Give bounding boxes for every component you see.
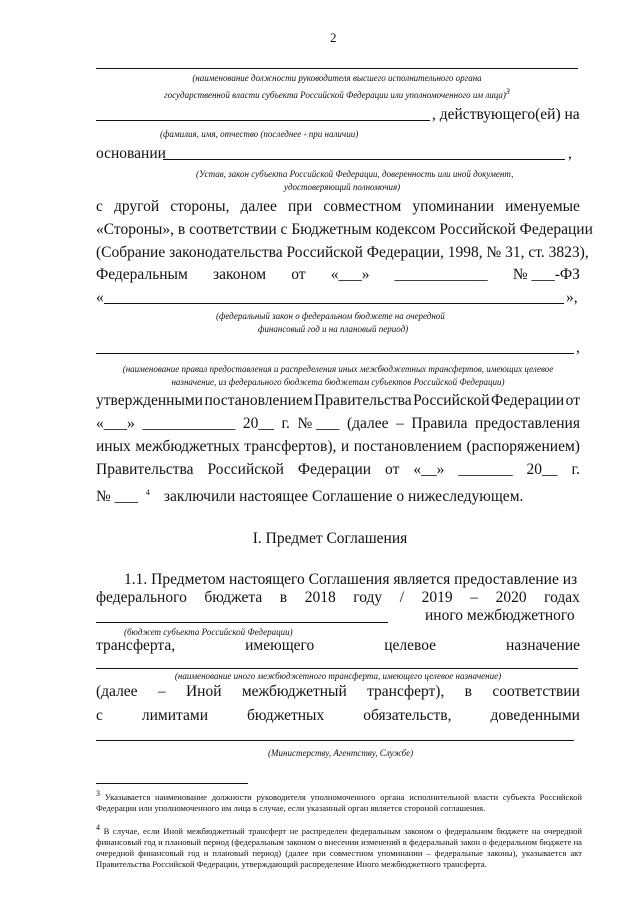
caption-transfer-rules: (наименование правил предоставления и распределения иных межбюджетных трансфертов, имеющих целевое [122,364,554,374]
basis-comma: , [568,145,572,162]
para2-line3: иных межбюджетных трансфертов), и постановлением (распоряжением) [96,438,580,455]
para2-line4: Правительства Российской Федерации от «__» _______ 20__ г. [96,461,580,478]
caption-ministry: (Министерству, Агентству, Службе) [268,748,414,758]
caption-transfer-name: (наименование иного межбюджетного трансферта, имеющего целевое назначение) [174,671,502,681]
caption-federal-law: (федеральный закон о федеральном бюджете на очередной [216,311,445,321]
caption-transfer-purpose: назначение, из федерального бюджета бюджетам субъектов Российской Федерации) [171,377,505,387]
para1-line2: «Стороны», в соответствии с Бюджетным кодексом Российской Федерации [96,221,593,238]
federal-law-close-quote: », [566,289,578,306]
caption-full-name: (фамилия, имя, отчество (последнее - при наличии) [160,129,359,139]
para2-line1: утвержденными постановлением Правительства Российской Федерации от [96,392,580,409]
para3-line2: федерального бюджета в 2018 году / 2019 – 2020 годах [96,589,580,606]
section-title: I. Предмет Соглашения [252,530,408,547]
basis-label: основании [96,145,166,162]
footnote-4: $^4$ В случае, если Иной межбюджетный трансферт не распределен федеральным законом о федеральном бюджете на очередной финансовый год и плановый период (федеральным законом о внесении изменений в федеральный закон о федеральном бюджете на очередной финансовый год и плановый период) (далее при совместном упоминании – федеральные законы), указывается акт Правительства Российской Федерации, утверждающий распределение Иного межбюджетного трансферта. [96,823,582,869]
federal-law-line [104,303,564,304]
transfer-name-line [96,668,578,669]
caption-official-position: (наименование должности руководителя высшего исполнительного органа [192,73,482,83]
regional-budget-line [96,622,388,623]
acting-text: , действующего(ей) на [432,106,580,123]
para3-line4: трансферта, имеющего целевое назначение [96,637,580,654]
para1-line3: (Собрание законодательства Российской Федерации, 1998, № 31, ст. 3823), [96,244,589,261]
caption-regional-budget: (бюджет субъекта Российской Федерации) [124,627,293,637]
federal-law-open-quote: « [96,289,104,306]
official-position-line [96,68,578,69]
para3-line6: с лимитами бюджетных обязательств, доведенными [96,707,580,724]
footnote-3: $^3$ Указывается наименование должности руководителя уполномоченного органа исполнительной власти субъекта Российской Федерации или уполномоченного им лица в случае, если указанный орган является стороной соглашения. [96,789,582,813]
para2-line2: «___» ____________ 20__ г. № ___ (далее – Правила предоставления [96,415,580,432]
caption-basis-document: (Устав, закон субъекта Российской Федерации, доверенность или иной документ, [196,169,514,179]
caption-budget-period: финансовый год и на плановый период) [258,324,409,334]
full-name-line [96,120,430,121]
para2-line5: № ___ $^4$ заключили настоящее Соглашение о нижеследующем. [96,488,524,506]
basis-document-line [163,159,565,160]
transfer-rules-comma: , [576,339,580,356]
caption-regional-authority: государственной власти субъекта Российской Федерации или уполномоченного им лица)$^3$ [164,87,510,100]
para3-line5: (далее – Иной межбюджетный трансферт), в соответствии [96,683,580,700]
page-number: 2 [330,30,337,45]
para1-line4: Федеральным законом от «___» ____________ № ___-ФЗ [96,266,580,283]
para3-line1: 1.1. Предметом настоящего Соглашения является предоставление из [124,571,578,588]
para1-line1: с другой стороны, далее при совместном упоминании именуемые [96,198,580,215]
para3-line3: иного межбюджетного [425,607,575,624]
ministry-line [96,740,574,741]
caption-authority-document: удостоверяющий полномочия) [284,182,401,192]
transfer-rules-line [96,353,574,354]
footnote-separator [96,783,248,784]
